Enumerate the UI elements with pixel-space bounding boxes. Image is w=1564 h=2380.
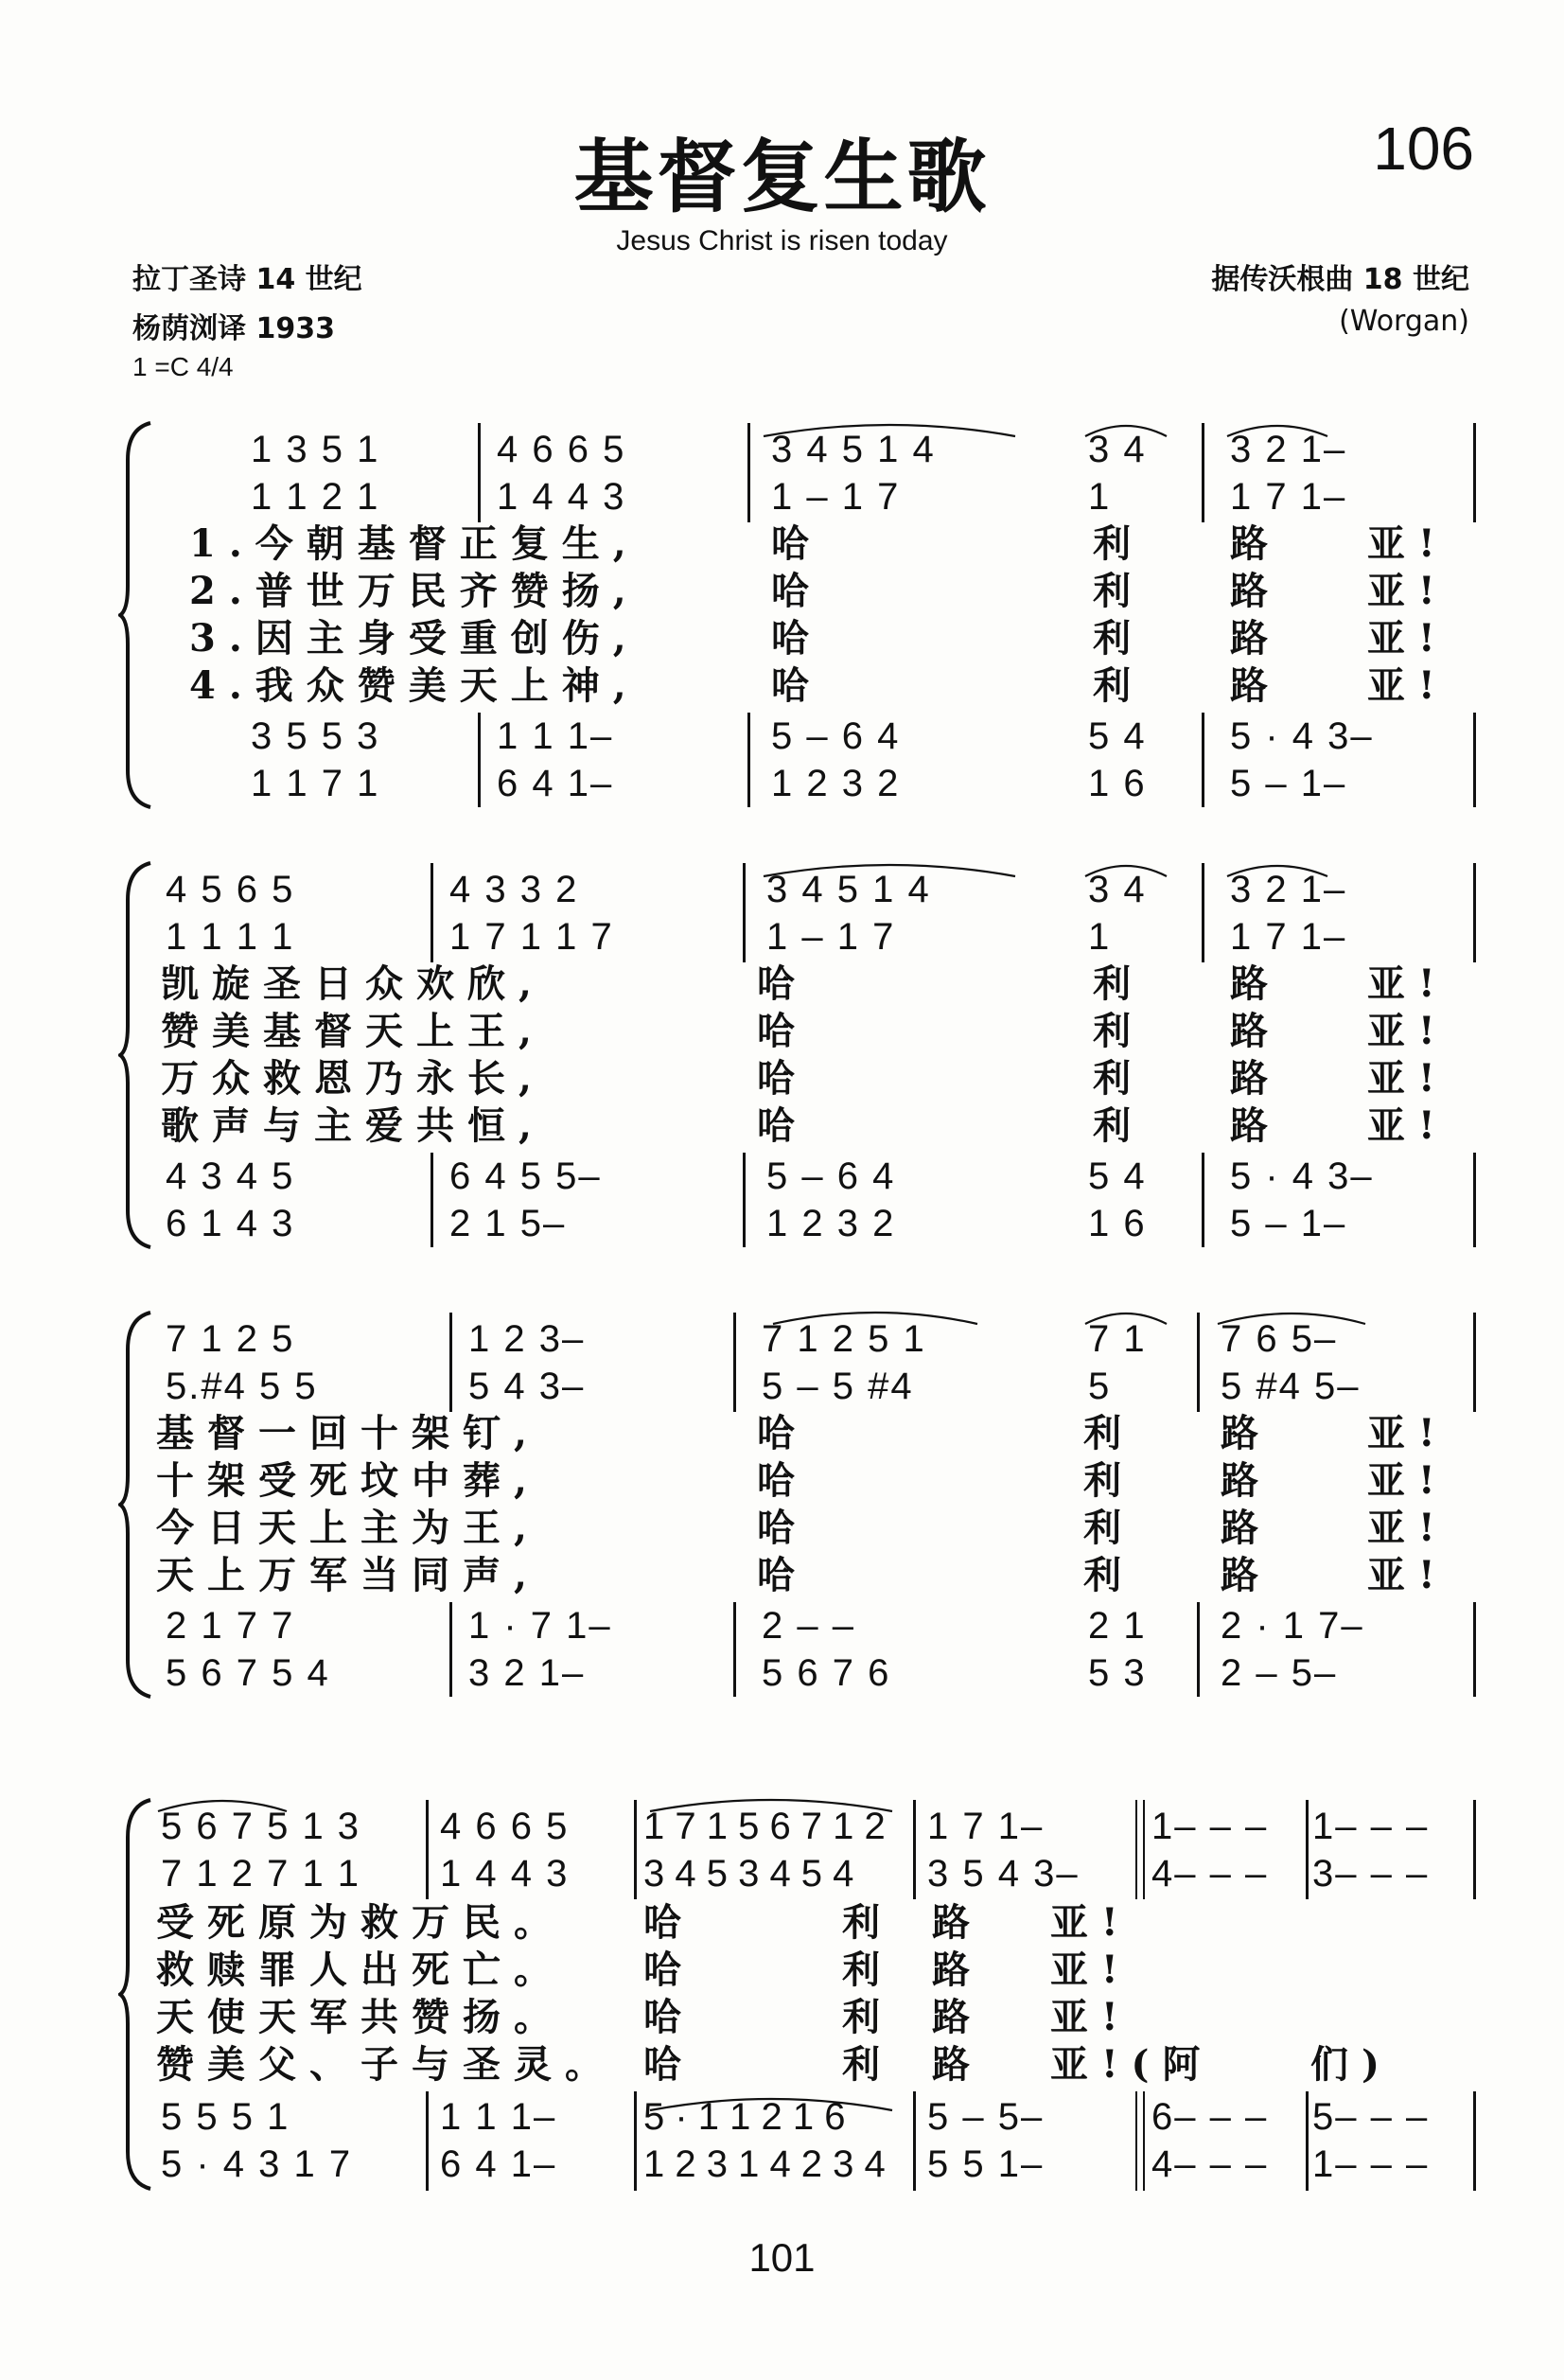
notes: 5– – – (1312, 2096, 1430, 2138)
notes: 5 – 1– (1230, 763, 1347, 804)
notes: 2 – – (762, 1605, 855, 1647)
notes: 5 – 6 4 (771, 715, 901, 757)
notes: 1 3 5 1 (251, 429, 380, 470)
notes: 1 6 (1088, 1203, 1147, 1244)
notes: 5 – 5 #4 (762, 1366, 914, 1407)
notes: 3 4 5 3 4 5 4 (643, 1853, 854, 1895)
notes: 1 7 1– (927, 1806, 1045, 1847)
lyric-text: 基督一回十架钉, (156, 1411, 540, 1455)
hymn-title: 基督复生歌 (573, 130, 991, 223)
bass-row (118, 2141, 1481, 2188)
lyric-syllable: 亚! (1367, 961, 1449, 1006)
lyric-syllable: 利 (1093, 1056, 1144, 1101)
lyric-syllable: 利 (1093, 663, 1144, 708)
lyric-syllable: 亚! (1050, 1900, 1132, 1945)
lyric-syllable: 利 (842, 1900, 893, 1945)
lyric-text: 今日天上主为王, (156, 1506, 540, 1550)
lyric-syllable: 利 (842, 1995, 893, 2039)
lyric-syllable: 利 (1093, 961, 1144, 1006)
notes: 2 1 5– (449, 1203, 567, 1244)
lyric-verse-1 (118, 1899, 1481, 1947)
alto-row (118, 1850, 1481, 1897)
notes: 6 4 5 5– (449, 1155, 602, 1197)
lyric-syllable: 路 (1230, 616, 1281, 661)
lyric-verse-4 (118, 1552, 1481, 1599)
notes: 1 2 3 2 (771, 763, 901, 804)
bass-row (118, 1200, 1481, 1247)
notes: 5 4 (1088, 715, 1147, 757)
notes: 2 1 (1088, 1605, 1147, 1647)
lyric-syllable: 利 (842, 2042, 893, 2087)
notes: 5 – 6 4 (766, 1155, 896, 1197)
lyric-syllable: 哈 (771, 569, 822, 613)
notes: 6 4 1– (497, 763, 614, 804)
notes: 2 1 7 7 (166, 1605, 295, 1647)
lyric-syllable: 亚! (1367, 663, 1449, 708)
page-number: 101 (748, 2235, 816, 2280)
lyric-syllable: 路 (1230, 663, 1281, 708)
soprano-row (118, 1315, 1481, 1363)
lyric-verse-4 (118, 2041, 1481, 2089)
lyric-text: 凯旋圣日众欢欣, (161, 961, 545, 1006)
notes: 1 1 1– (497, 715, 614, 757)
lyric-syllable: 路 (1221, 1458, 1272, 1503)
lyric-syllable: 路 (1230, 1103, 1281, 1148)
alto-row (118, 473, 1481, 520)
lyric-syllable: 路 (1230, 569, 1281, 613)
notes: 5 · 4 3 1 7 (161, 2143, 353, 2185)
lyric-syllable: 亚! (1050, 1948, 1132, 1992)
notes: 6 4 1– (440, 2143, 557, 2185)
lyric-text: 4.我众赞美天上神, (189, 663, 640, 708)
lyric-text: 3.因主身受重创伤, (189, 616, 640, 661)
tenor-row (118, 1602, 1481, 1649)
notes: 5 · 4 3– (1230, 715, 1374, 757)
bass-row (118, 1649, 1481, 1697)
lyric-syllable: 哈 (643, 2042, 694, 2087)
notes: 1 2 3 1 4 2 3 4 (643, 2143, 886, 2185)
hymn-subtitle: Jesus Christ is risen today (616, 225, 948, 256)
tenor-row (118, 1153, 1481, 1200)
notes: 2 · 1 7– (1221, 1605, 1364, 1647)
notes: 1 1 1– (440, 2096, 557, 2138)
alto-row (118, 1363, 1481, 1410)
lyric-text: 受死原为救万民。 (156, 1900, 565, 1945)
lyric-verse-3 (118, 1055, 1481, 1102)
lyric-syllable: 亚! (1367, 616, 1449, 661)
notes: 7 1 2 7 1 1 (161, 1853, 361, 1895)
lyric-syllable: 路 (932, 1948, 983, 1992)
lyric-syllable: 利 (1093, 1103, 1144, 1148)
lyric-text: 赞美父、子与圣灵。 (156, 2042, 616, 2087)
score-system-1 (118, 412, 1481, 809)
lyric-syllable: 哈 (757, 1506, 808, 1550)
soprano-row (118, 866, 1481, 913)
lyric-syllable: 哈 (757, 1103, 808, 1148)
lyric-syllable: 利 (1093, 616, 1144, 661)
tenor-row (118, 713, 1481, 760)
notes: 3 2 1– (468, 1652, 586, 1694)
notes: 1 – 1 7 (766, 916, 896, 958)
notes: 5 – 5– (927, 2096, 1045, 2138)
lyric-syllable: 路 (932, 2042, 983, 2087)
lyric-syllable: 利 (1093, 1009, 1144, 1053)
notes: 3– – – (1312, 1853, 1430, 1895)
lyric-verse-3 (118, 615, 1481, 662)
lyric-syllable: 亚! (1367, 1458, 1449, 1503)
lyric-syllable: 哈 (771, 663, 822, 708)
lyric-syllable: 利 (1083, 1411, 1134, 1455)
tune-source: 据传沃根曲 18 世纪 (1211, 263, 1469, 296)
lyric-syllable: 亚! (1367, 521, 1449, 566)
lyric-verse-2 (118, 1457, 1481, 1505)
notes: 5 4 (1088, 1155, 1147, 1197)
notes: 1 1 1 1 (166, 916, 295, 958)
notes: 5 6 7 5 1 3 (161, 1806, 361, 1847)
lyric-verse-3 (118, 1505, 1481, 1552)
notes: 1– – – (1312, 2143, 1430, 2185)
lyric-syllable: 路 (1221, 1506, 1272, 1550)
notes: 5 3 (1088, 1652, 1147, 1694)
notes: 5 4 3– (468, 1366, 586, 1407)
lyric-syllable: 亚! (1367, 1411, 1449, 1455)
lyric-text: 救赎罪人出死亡。 (156, 1948, 565, 1992)
text-source: 拉丁圣诗 14 世纪 (132, 263, 362, 296)
lyric-syllable: 路 (932, 1900, 983, 1945)
notes: 1 1 7 1 (251, 763, 380, 804)
lyric-syllable: 利 (1083, 1553, 1134, 1597)
notes: 5.#4 5 5 (166, 1366, 318, 1407)
lyric-syllable: 哈 (771, 616, 822, 661)
lyric-text: 万众救恩乃永长, (161, 1056, 545, 1101)
notes: 2 – 5– (1221, 1652, 1338, 1694)
lyric-verse-2 (118, 568, 1481, 615)
notes: 3 4 (1088, 869, 1147, 910)
notes: 3 4 5 1 4 (766, 869, 931, 910)
notes: 1– – – (1151, 1806, 1269, 1847)
score-system-3 (118, 1301, 1481, 1699)
notes: 3 5 5 3 (251, 715, 380, 757)
notes: 1 2 3– (468, 1318, 586, 1360)
key-signature: 1 =C 4/4 (132, 352, 234, 381)
lyric-syllable: 利 (1083, 1506, 1134, 1550)
notes: 6 1 4 3 (166, 1203, 295, 1244)
lyric-syllable: 哈 (643, 1995, 694, 2039)
notes: 5 #4 5– (1221, 1366, 1361, 1407)
lyric-syllable: 哈 (771, 521, 822, 566)
lyric-syllable: 亚! (1367, 1009, 1449, 1053)
notes: 3 2 1– (1230, 429, 1347, 470)
notes: 4– – – (1151, 2143, 1269, 2185)
lyric-syllable: 路 (1230, 1056, 1281, 1101)
notes: 1– – – (1312, 1806, 1430, 1847)
notes: 1 (1088, 476, 1112, 518)
notes: 3 4 5 1 4 (771, 429, 936, 470)
lyric-syllable: 哈 (757, 1458, 808, 1503)
bass-row (118, 760, 1481, 807)
lyric-syllable: 亚! (1367, 1506, 1449, 1550)
lyric-syllable: 路 (1230, 961, 1281, 1006)
lyric-text: 十架受死坟中葬, (156, 1458, 540, 1503)
notes: 4 6 6 5 (497, 429, 626, 470)
lyric-syllable: 利 (1093, 569, 1144, 613)
lyric-text: 赞美基督天上王, (161, 1009, 545, 1053)
lyric-verse-3 (118, 1994, 1481, 2041)
notes: 4 3 4 5 (166, 1155, 295, 1197)
lyric-verse-2 (118, 1008, 1481, 1055)
lyric-syllable: 亚!(阿 (1050, 2042, 1214, 2087)
notes: 5 · 1 1 2 1 6 (643, 2096, 846, 2138)
lyric-syllable: 哈 (757, 1056, 808, 1101)
notes: 7 6 5– (1221, 1318, 1338, 1360)
tune-composer: (Worgan) (1339, 305, 1469, 338)
lyric-verse-4 (118, 1102, 1481, 1150)
lyric-syllable: 哈 (757, 1009, 808, 1053)
notes: 3 4 (1088, 429, 1147, 470)
notes: 1 7 1– (1230, 916, 1347, 958)
notes: 5 · 4 3– (1230, 1155, 1374, 1197)
notes: 1 · 7 1– (468, 1605, 612, 1647)
soprano-row (118, 426, 1481, 473)
lyric-text: 天使天军共赞扬。 (156, 1995, 565, 2039)
lyric-verse-1 (118, 961, 1481, 1008)
lyric-verse-4 (118, 662, 1481, 710)
lyric-syllable: 利 (842, 1948, 893, 1992)
notes: 7 1 2 5 1 (762, 1318, 926, 1360)
lyric-verse-1 (118, 520, 1481, 568)
lyric-text: 歌声与主爱共恒, (161, 1103, 545, 1148)
score-system-4 (118, 1789, 1481, 2195)
notes: 5 (1088, 1366, 1112, 1407)
notes: 5 – 1– (1230, 1203, 1347, 1244)
lyric-syllable: 哈 (757, 1411, 808, 1455)
lyric-syllable: 路 (932, 1995, 983, 2039)
notes: 4 5 6 5 (166, 869, 295, 910)
lyric-syllable: 亚! (1050, 1995, 1132, 2039)
notes: 4 3 3 2 (449, 869, 579, 910)
lyric-text: 2.普世万民齐赞扬, (189, 569, 640, 613)
notes: 1 1 2 1 (251, 476, 380, 518)
notes: 1 (1088, 916, 1112, 958)
notes: 3 2 1– (1230, 869, 1347, 910)
notes: 4 6 6 5 (440, 1806, 570, 1847)
notes: 1 4 4 3 (497, 476, 626, 518)
notes: 5 6 7 5 4 (166, 1652, 330, 1694)
lyric-text: 天上万军当同声, (156, 1553, 540, 1597)
notes: 7 1 (1088, 1318, 1147, 1360)
lyric-syllable: 利 (1083, 1458, 1134, 1503)
notes: 1 2 3 2 (766, 1203, 896, 1244)
score-system-2 (118, 852, 1481, 1249)
lyric-syllable: 亚! (1367, 569, 1449, 613)
notes: 5 6 7 6 (762, 1652, 891, 1694)
lyric-syllable: 亚! (1367, 1056, 1449, 1101)
hymn-number: 106 (1373, 115, 1474, 183)
alto-row (118, 913, 1481, 961)
notes: 3 5 4 3– (927, 1853, 1080, 1895)
lyric-syllable: 哈 (757, 961, 808, 1006)
notes: 6– – – (1151, 2096, 1269, 2138)
lyric-syllable: 路 (1230, 521, 1281, 566)
lyric-syllable: 利 (1093, 521, 1144, 566)
notes: 5 5 1– (927, 2143, 1045, 2185)
lyric-syllable: 路 (1230, 1009, 1281, 1053)
soprano-row (118, 1803, 1481, 1850)
lyric-syllable: 亚! (1367, 1103, 1449, 1148)
notes: 1 7 1 5 6 7 1 2 (643, 1806, 886, 1847)
lyric-syllable: 哈 (643, 1900, 694, 1945)
lyric-verse-2 (118, 1947, 1481, 1994)
notes: 5 5 5 1 (161, 2096, 290, 2138)
lyric-text: 1.今朝基督正复生, (189, 521, 640, 566)
translator-credit: 杨荫浏译 1933 (132, 312, 335, 345)
lyric-verse-1 (118, 1410, 1481, 1457)
notes: 1 7 1 1 7 (449, 916, 614, 958)
lyric-syllable: 哈 (643, 1948, 694, 1992)
lyric-syllable: 亚! (1367, 1553, 1449, 1597)
notes: 4– – – (1151, 1853, 1269, 1895)
notes: 1 – 1 7 (771, 476, 901, 518)
notes: 7 1 2 5 (166, 1318, 295, 1360)
lyric-syllable: 们) (1310, 2042, 1393, 2087)
lyric-syllable: 路 (1221, 1553, 1272, 1597)
tenor-row (118, 2093, 1481, 2141)
notes: 1 7 1– (1230, 476, 1347, 518)
notes: 1 6 (1088, 763, 1147, 804)
notes: 1 4 4 3 (440, 1853, 570, 1895)
lyric-syllable: 路 (1221, 1411, 1272, 1455)
lyric-syllable: 哈 (757, 1553, 808, 1597)
